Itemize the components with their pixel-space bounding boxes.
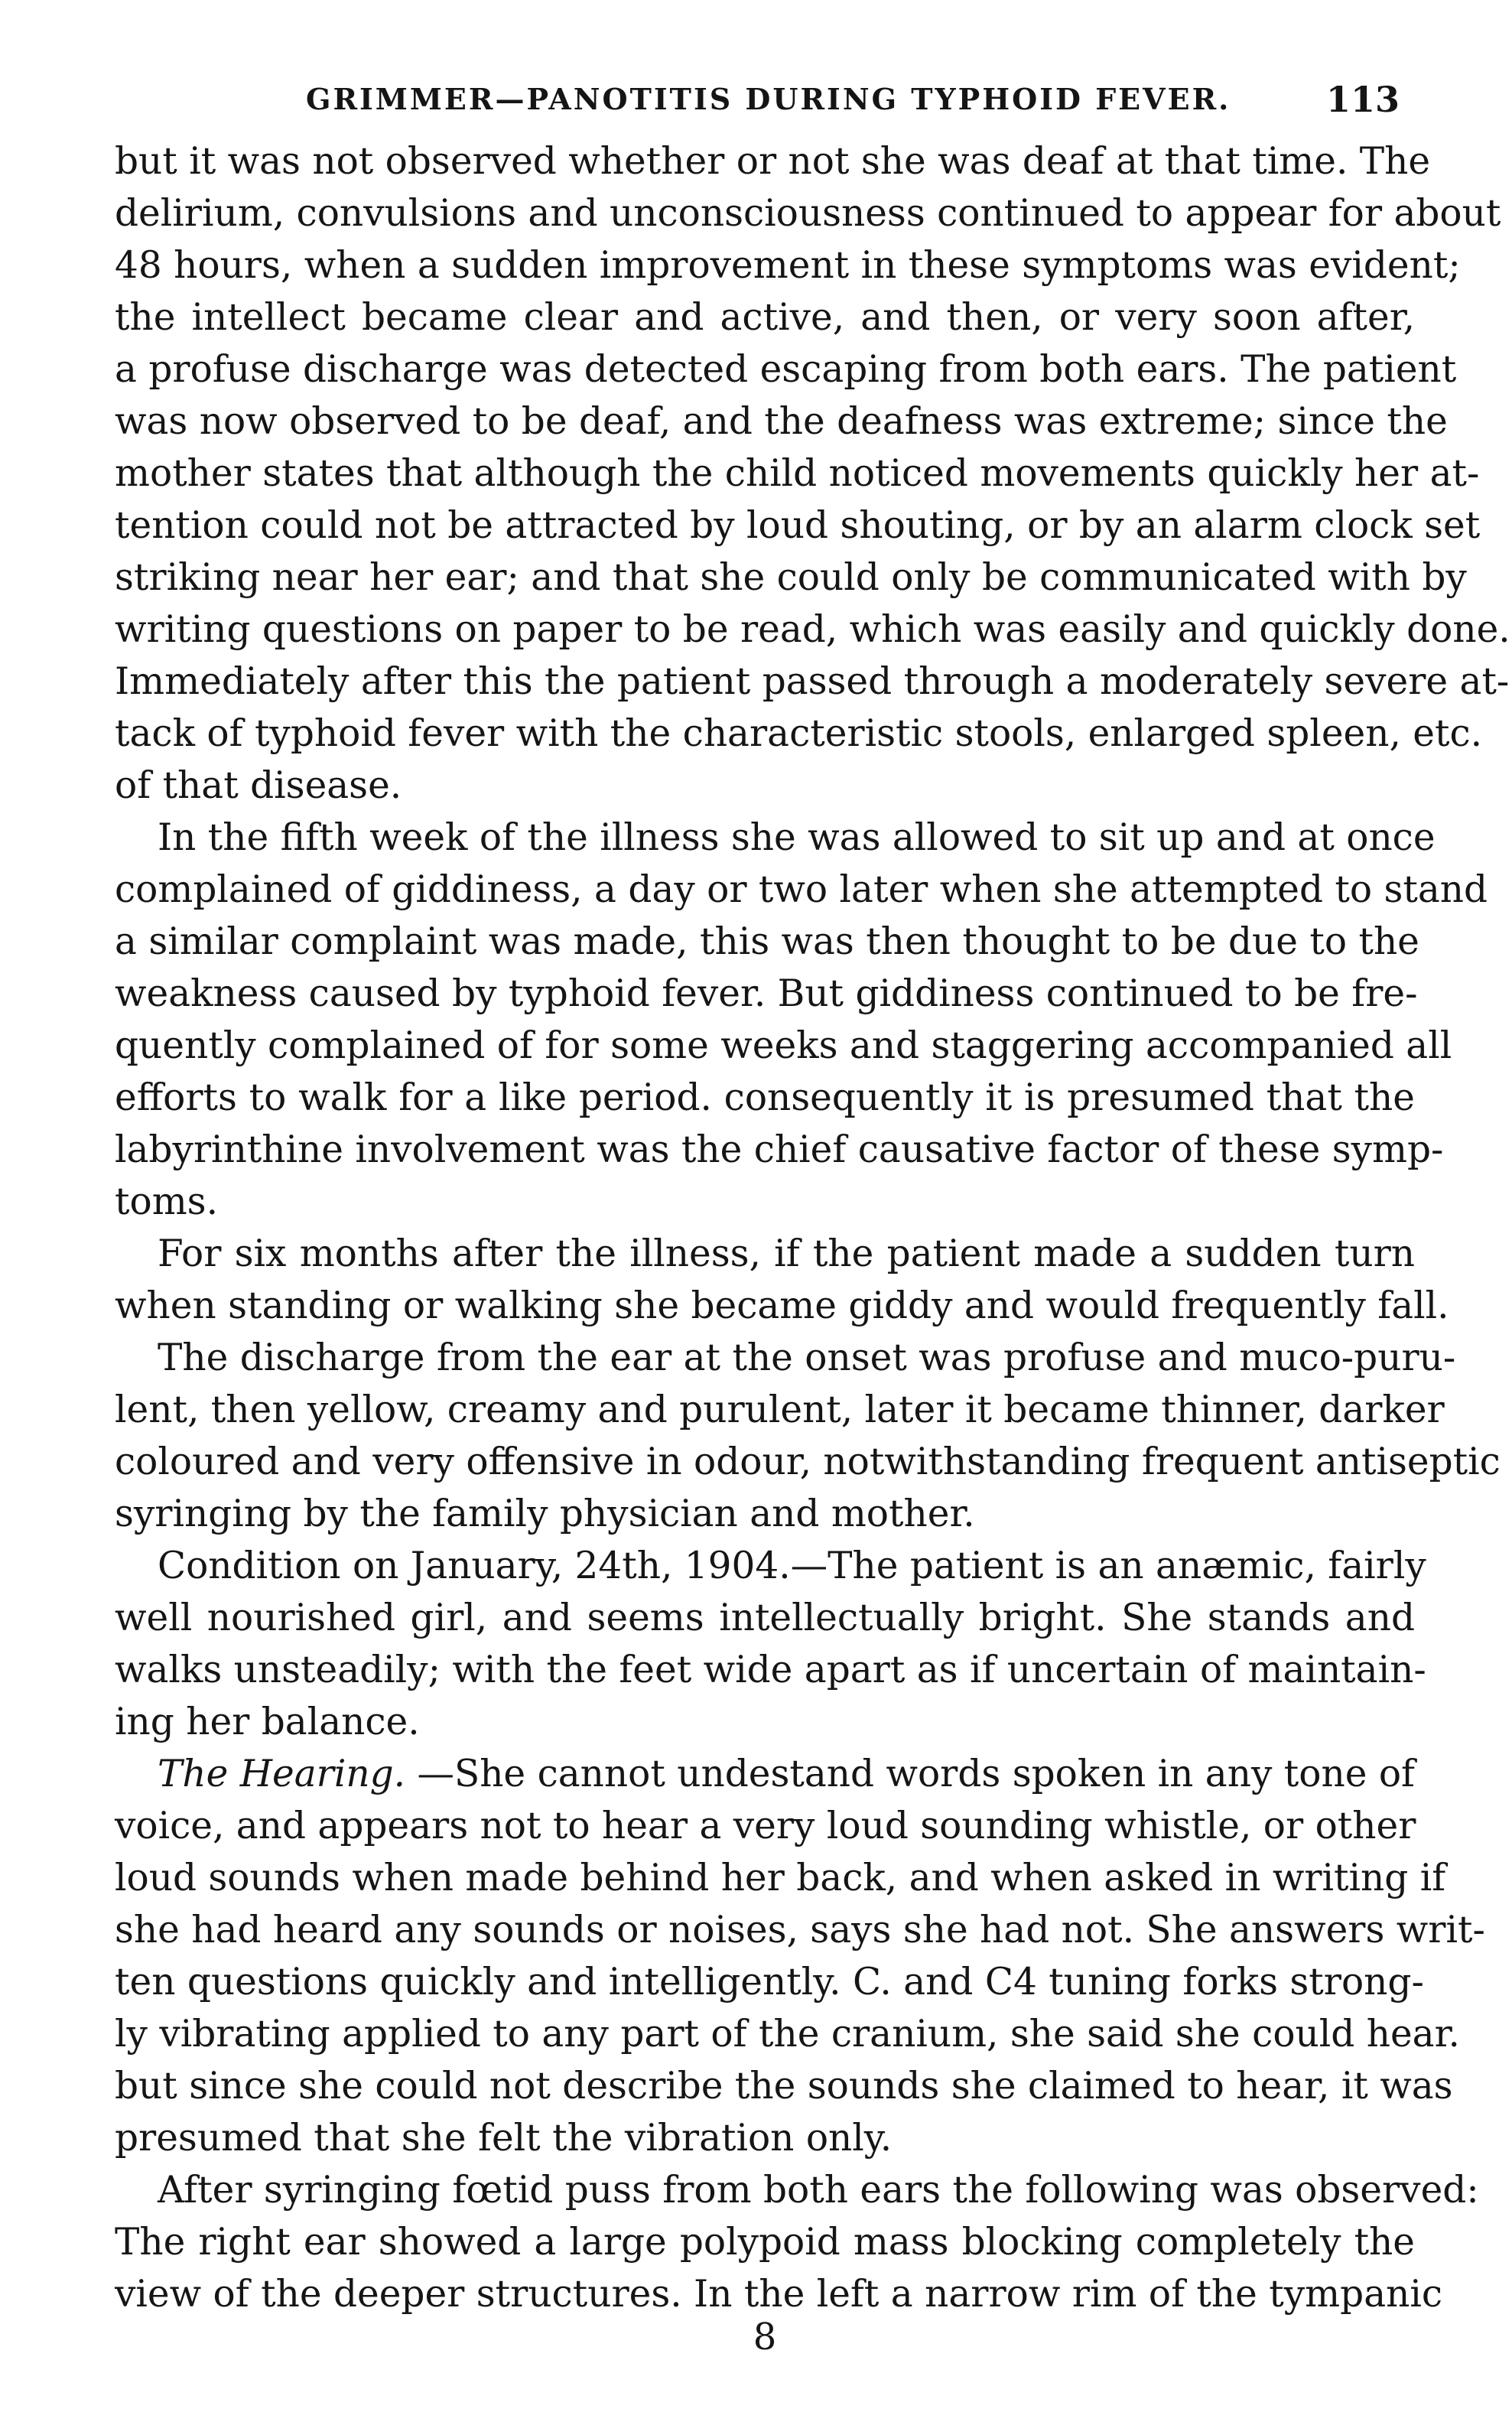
text-line: ten questions quickly and intelligently. C. and C4 tuning forks strong- bbox=[115, 1961, 1424, 2003]
text-line: the intellect became clear and active, and then, or very soon after, bbox=[115, 296, 1415, 339]
text-line: delirium, convulsions and unconsciousness continued to appear for about bbox=[115, 192, 1501, 235]
text-line: view of the deeper structures. In the left a narrow rim of the tympanic bbox=[115, 2273, 1443, 2316]
section-lead-italic: The Hearing. bbox=[158, 1753, 418, 1795]
text-line: a similar complaint was made, this was then thought to be due to the bbox=[115, 920, 1419, 963]
text-line: weakness caused by typhoid fever. But giddiness continued to be fre- bbox=[115, 972, 1418, 1015]
text-line: toms. bbox=[115, 1180, 218, 1223]
text-line: but it was not observed whether or not she was deaf at that time. The bbox=[115, 140, 1431, 183]
text-line: 48 hours, when a sudden improvement in these symptoms was evident; bbox=[115, 244, 1461, 287]
page bbox=[115, 73, 1510, 2368]
text-line: The discharge from the ear at the onset was profuse and muco-puru- bbox=[158, 1336, 1456, 1379]
text-line: tention could not be attracted by loud shouting, or by an alarm clock set bbox=[115, 504, 1481, 547]
text-line: syringing by the family physician and mother. bbox=[115, 1492, 975, 1535]
text-line: of that disease. bbox=[115, 764, 402, 807]
text-line: was now observed to be deaf, and the deafness was extreme; since the bbox=[115, 400, 1448, 443]
text-line: complained of giddiness, a day or two later when she attempted to stand bbox=[115, 868, 1488, 911]
text-line: efforts to walk for a like period. consequently it is presumed that the bbox=[115, 1076, 1415, 1119]
text-line: she had heard any sounds or noises, says she had not. She answers writ- bbox=[115, 1909, 1485, 1951]
text-line: In the fifth week of the illness she was allowed to sit up and at once bbox=[158, 816, 1436, 859]
text-line: but since she could not describe the sounds she claimed to hear, it was bbox=[115, 2065, 1453, 2108]
body-text bbox=[115, 135, 1510, 2320]
text-line: Condition on January, 24th, 1904.—The patient is an anæmic, fairly bbox=[158, 1545, 1426, 1587]
text-line: a profuse discharge was detected escaping from both ears. The patient bbox=[115, 348, 1457, 391]
text-line: After syringing fœtid puss from both ears the following was observed: bbox=[158, 2169, 1479, 2212]
text-line: writing questions on paper to be read, which was easily and quickly done. bbox=[115, 608, 1510, 651]
text-line-hearing bbox=[115, 1748, 1415, 1800]
text-line: The right ear showed a large polypoid mass blocking completely the bbox=[115, 2221, 1415, 2264]
text-line: For six months after the illness, if the patient made a sudden turn bbox=[158, 1232, 1415, 1275]
text-line: lent, then yellow, creamy and purulent, later it became thinner, darker bbox=[115, 1388, 1445, 1431]
text-line: voice, and appears not to hear a very loud sounding whistle, or other bbox=[115, 1805, 1416, 1847]
text-line: walks unsteadily; with the feet wide apart as if uncertain of maintain- bbox=[115, 1649, 1426, 1691]
text-line: coloured and very offensive in odour, notwithstanding frequent antiseptic bbox=[115, 1440, 1501, 1483]
text-line-rest: —She cannot undestand words spoken in any tone of bbox=[417, 1753, 1415, 1795]
signature-mark: 8 bbox=[753, 2316, 777, 2358]
text-line: when standing or walking she became giddy and would frequently fall. bbox=[115, 1284, 1449, 1327]
text-line: presumed that she felt the vibration only. bbox=[115, 2117, 893, 2160]
text-line: labyrinthine involvement was the chief causative factor of these symp- bbox=[115, 1128, 1444, 1171]
text-line: well nourished girl, and seems intellectually bright. She stands and bbox=[115, 1597, 1415, 1639]
text-line: tack of typhoid fever with the characteristic stools, enlarged spleen, etc. bbox=[115, 712, 1483, 755]
running-title: GRIMMER—PANOTITIS DURING TYPHOID FEVER. bbox=[306, 82, 1231, 116]
text-line: mother states that although the child noticed movements quickly her at- bbox=[115, 452, 1480, 495]
text-line: ing her balance. bbox=[115, 1701, 420, 1743]
text-line: quently complained of for some weeks and staggering accompanied all bbox=[115, 1024, 1452, 1067]
text-line: loud sounds when made behind her back, and when asked in writing if bbox=[115, 1857, 1446, 1899]
running-head bbox=[115, 73, 1415, 128]
text-line: Immediately after this the patient passed through a moderately severe at- bbox=[115, 660, 1510, 703]
text-line: striking near her ear; and that she could only be communicated with by bbox=[115, 556, 1467, 599]
page-number: 113 bbox=[1325, 79, 1400, 120]
text-line: ly vibrating applied to any part of the cranium, she said she could hear. bbox=[115, 2013, 1460, 2056]
